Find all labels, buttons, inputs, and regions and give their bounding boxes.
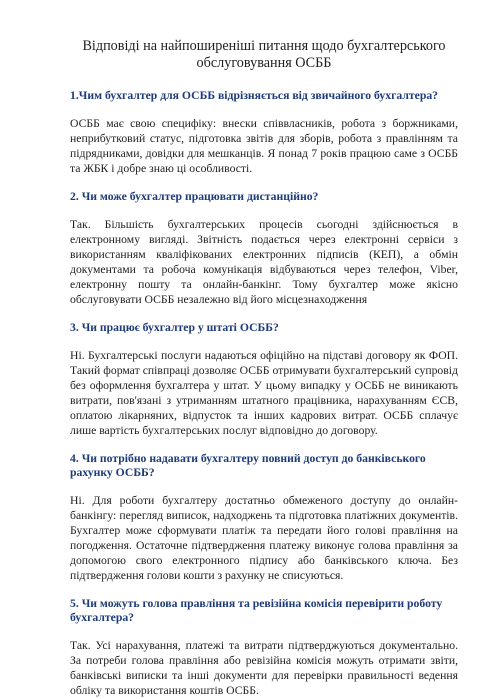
- page-title-line1: Відповіді на найпоширеніші питання щодо бухгалтерського: [82, 38, 446, 54]
- question-2: 2. Чи може бухгалтер працювати дистанційно?: [70, 190, 319, 203]
- question-4: 4. Чи потрібно надавати бухгалтеру повний доступ до банківського рахунку ОСББ?: [70, 452, 426, 479]
- answer-3: Ні. Бухгалтерські послуги надаються офіційно на підставі договору як ФОП. Такий формат співпраці дозволяє ОСББ отримувати бухгалтерський супровід без оформлення бухгалтера у штат. У цьому випадку у ОСББ не виникають витрати, пов'язані з утриманням штатного працівника, нарахуванням ЄСВ, оплатою лікарняних, відпусток та інших кадрових витрат. ОСББ сплачує лише вартість бухгалтерських послуг відповідно до договору.: [70, 349, 458, 437]
- answer-2: Так. Більшість бухгалтерських процесів сьогодні здійснюється в електронному вигляді. Звітність подається через електронні сервіси з використанням кваліфікованих електронних підписів (КЕП), а обмін документами та робоча комунікація відбуваються через телефон, Viber, електронну пошту та онлайн-банкінг. Тому бухгалтер може якісно обслуговувати ОСББ незалежно від його місцезнаходження: [70, 218, 458, 306]
- question-5: 5. Чи можуть голова правління та ревізійна комісія перевірити роботу бухгалтера?: [70, 597, 443, 624]
- question-1: 1.Чим бухгалтер для ОСББ відрізняється від звичайного бухгалтера?: [70, 89, 439, 102]
- page-title: [70, 38, 458, 72]
- answer-4: Ні. Для роботи бухгалтеру достатньо обмеженого доступу до онлайн-банкінгу: перегляд виписок, надходжень та підготовка платіжних документів. Бухгалтер може сформувати платіж та передати його голові правління на погодження. Остаточне підтвердження платежу виконує голова правління за допомогою свого електронного підпису або банківського ключа. Без підтвердження голови кошти з рахунку не списуються.: [70, 494, 458, 582]
- page-title-line2: обслуговування ОСББ: [196, 55, 332, 71]
- question-3: 3. Чи працює бухгалтер у штаті ОСББ?: [70, 321, 279, 334]
- answer-5: Так. Усі нарахування, платежі та витрати підтверджуються документально. За потреби голова правління або ревізійна комісія можуть отримати звіти, банківські виписки та інші документи для перевірки правильності ведення обліку та використання коштів ОСББ.: [70, 639, 458, 697]
- answer-1: ОСББ має свою специфіку: внески співвласників, робота з боржниками, неприбутковий статус, підготовка звітів для зборів, робота з правлінням та підрядниками, довідки для мешканців. Я понад 7 років працюю саме з ОСББ та ЖБК і добре знаю ці особливості.: [70, 117, 458, 175]
